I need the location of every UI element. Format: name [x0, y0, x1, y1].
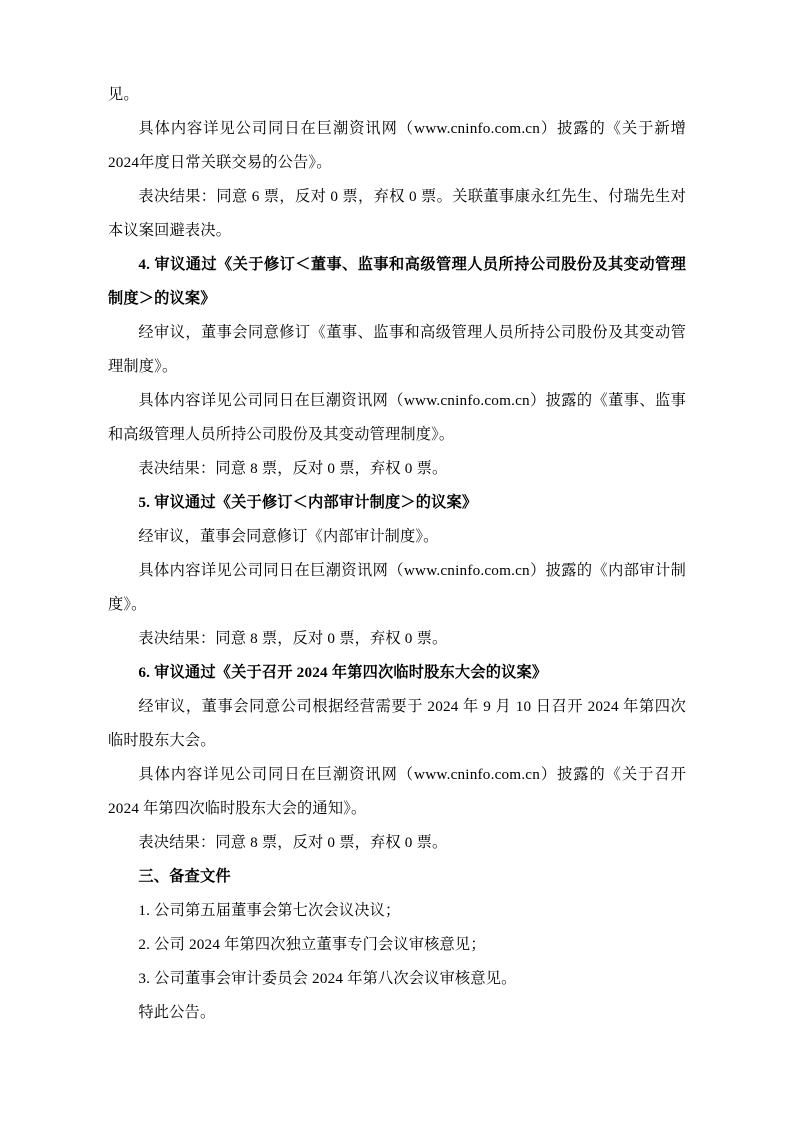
paragraph: 表决结果：同意 8 票，反对 0 票，弃权 0 票。 — [138, 630, 448, 647]
paragraph: 经审议，董事会同意修订《董事、监事和高级管理人员所持公司股份及其变动管理制度》。 — [108, 324, 686, 375]
paragraph: 特此公告。 — [138, 1004, 216, 1021]
list-item: 3. 公司董事会审计委员会 2024 年第八次会议审核意见。 — [138, 970, 517, 987]
paragraph: 具体内容详见公司同日在巨潮资讯网（www.cninfo.com.cn）披露的《关于新增2024年度日常关联交易的公告》。 — [108, 120, 686, 171]
paragraph: 具体内容详见公司同日在巨潮资讯网（www.cninfo.com.cn）披露的《董事、监事和高级管理人员所持公司股份及其变动管理制度》。 — [108, 392, 686, 443]
paragraph: 经审议，董事会同意公司根据经营需要于 2024 年 9 月 10 日召开 2024 年第四次临时股东大会。 — [108, 698, 686, 749]
section-heading-item-6: 6. 审议通过《关于召开 2024 年第四次临时股东大会的议案》 — [138, 664, 548, 681]
paragraph: 表决结果：同意 8 票，反对 0 票，弃权 0 票。 — [138, 460, 448, 477]
paragraph: 表决结果：同意 8 票，反对 0 票，弃权 0 票。 — [138, 834, 448, 851]
section-heading-item-4: 4. 审议通过《关于修订＜董事、监事和高级管理人员所持公司股份及其变动管理制度＞的议案》 — [108, 256, 686, 307]
paragraph: 具体内容详见公司同日在巨潮资讯网（www.cninfo.com.cn）披露的《内部审计制度》。 — [108, 562, 686, 613]
section-heading-reference-documents: 三、备查文件 — [138, 868, 231, 885]
list-item: 1. 公司第五届董事会第七次会议决议； — [138, 902, 401, 919]
document-body — [108, 78, 686, 1030]
paragraph: 经审议，董事会同意修订《内部审计制度》。 — [138, 528, 439, 545]
section-heading-item-5: 5. 审议通过《关于修订＜内部审计制度＞的议案》 — [138, 494, 478, 511]
paragraph: 表决结果：同意 6 票，反对 0 票，弃权 0 票。关联董事康永红先生、付瑞先生对本议案回避表决。 — [108, 188, 686, 239]
paragraph: 具体内容详见公司同日在巨潮资讯网（www.cninfo.com.cn）披露的《关于召开 2024 年第四次临时股东大会的通知》。 — [108, 766, 686, 817]
list-item: 2. 公司 2024 年第四次独立董事专门会议审核意见； — [138, 936, 486, 953]
paragraph: 见。 — [108, 86, 139, 103]
